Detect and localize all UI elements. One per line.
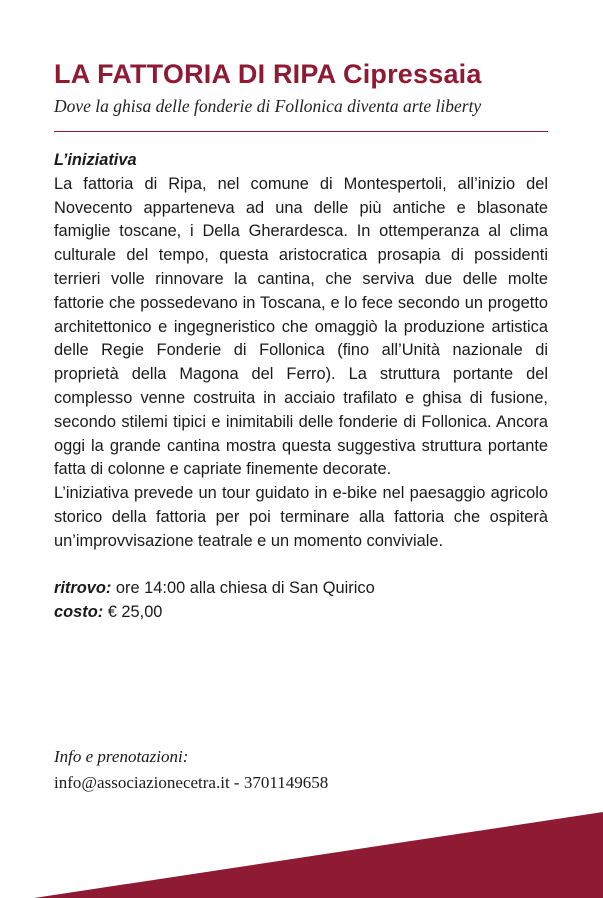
contact-label: Info e prenotazioni: bbox=[54, 747, 189, 766]
contact-value: info@associazionecetra.it - 3701149658 bbox=[54, 773, 329, 792]
cost-label: costo: bbox=[54, 603, 104, 622]
meeting-value: ore 14:00 alla chiesa di San Quirico bbox=[111, 579, 375, 598]
page-subtitle: Dove la ghisa delle fonderie di Follonica diventa arte liberty bbox=[54, 96, 482, 116]
section-heading: L’iniziativa bbox=[54, 151, 137, 169]
cost-value: € 25,00 bbox=[103, 603, 163, 622]
paragraph-tour: L’iniziativa prevede un tour guidato in e-bike nel paesaggio agricolo storico della fattoria per poi terminare alla fattoria che ospiterà un’improvvisazione teatrale e un momento conviviale. bbox=[54, 484, 548, 550]
accent-wedge-shape bbox=[34, 812, 603, 898]
meeting-label: ritrovo: bbox=[54, 579, 112, 598]
paragraph-history: La fattoria di Ripa, nel comune di Montespertoli, all’inizio del Novecento apparteneva ad una delle più antiche e blasonate famiglie toscane, i Della Gherardesca. In ottemperanza al clima culturale del tempo, questa aristocratica prosapia di possidenti terrieri volle rinnovare la cantina, che serviva due delle molte fattorie che possedevano in Toscana, e lo fece secondo un progetto architettonico e ingegneristico che omaggiò la produzione artistica delle Regie Fonderie di Follonica (fino all’Unità nazionale di proprietà della Magona del Ferro). La struttura portante del complesso venne costruita in acciaio trafilato e ghisa di fusione, secondo stilemi tipici e inimitabili delle fonderie di Follonica. Ancora oggi la grande cantina mostra questa suggestiva struttura portante fatta di colonne e capriate finemente decorate. bbox=[54, 174, 548, 479]
page-title: LA FATTORIA DI RIPA Cipressaia bbox=[54, 59, 482, 89]
